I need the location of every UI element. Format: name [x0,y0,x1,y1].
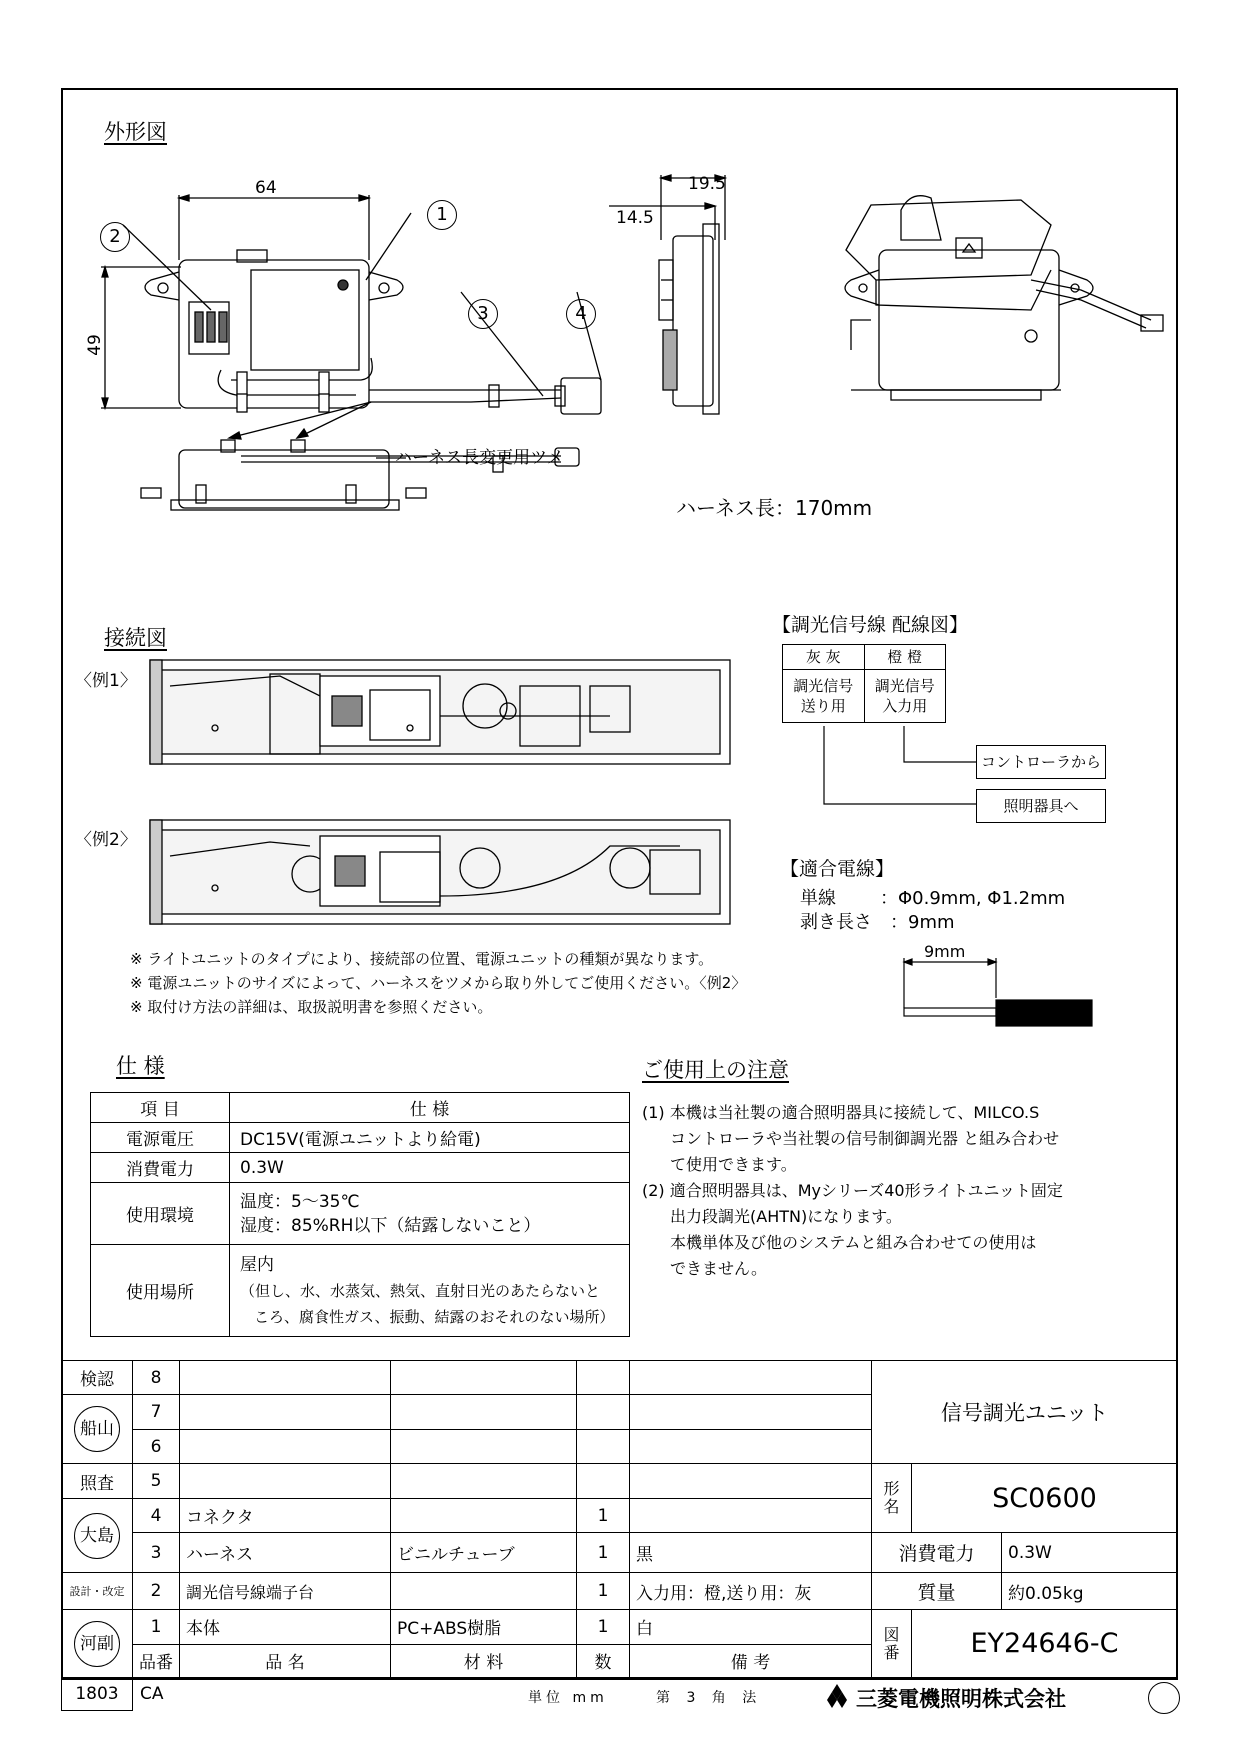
spec-item-location: 使用場所 [91,1245,230,1337]
check-label: 検認 [62,1361,133,1395]
wiring-title: 【調光信号線 配線図】 [772,614,969,636]
drawing-number: EY24646-C [912,1610,1178,1678]
drawing-label: 図番 [872,1610,912,1678]
caution-line-6: 本機単体及び他のシステムと組み合わせての使用は [670,1233,1037,1252]
part-4-remarks [630,1498,872,1532]
dim-9mm: 9mm [924,942,966,961]
spec-value-environment: 温度：5～35℃ 湿度：85%RH以下（結露しないこと） [230,1183,630,1245]
note-3: ※ 取付け方法の詳細は、取扱説明書を参照ください。 [130,998,493,1016]
callout-1: 1 [427,200,457,230]
spec-item-environment: 使用環境 [91,1183,230,1245]
spec-table [90,1092,630,1337]
unit-label: 単位 mm [528,1690,608,1706]
connection-title: 接続図 [104,626,167,650]
power-value: 0.3W [1002,1533,1178,1573]
example1-label: 〈例1〉 [75,671,137,691]
part-4-qty: 1 [577,1498,630,1532]
spec-header-spec: 仕 様 [230,1093,630,1123]
ca-label: CA [140,1684,164,1704]
part-1-qty: 1 [577,1610,630,1644]
wire-use-input: 調光信号入力用 [864,670,946,723]
note-1: ※ ライトユニットのタイプにより、接続部の位置、電源ユニットの種類が異なります。 [130,950,714,968]
example2-label: 〈例2〉 [75,830,137,850]
model-label: 形名 [872,1464,912,1533]
part-3-no: 3 [133,1533,180,1573]
from-controller-box: コントローラから [976,745,1106,779]
header-remarks: 備 考 [630,1644,872,1677]
product-name: 信号調光ユニット [872,1361,1178,1464]
header-material: 材 料 [391,1644,577,1677]
mass-label: 質量 [872,1573,1002,1610]
part-2-name: 調光信号線端子台 [180,1573,391,1610]
title-block [61,1360,1178,1678]
caution-text [642,1100,1162,1282]
part-4-material [391,1498,577,1532]
part-3-qty: 1 [577,1533,630,1573]
dim-49: 49 [84,334,105,356]
design-label: 設計・改定 [62,1573,133,1610]
spec-header-item: 項 目 [91,1093,230,1123]
part-2-qty: 1 [577,1573,630,1610]
part-4-no: 4 [133,1498,180,1532]
model-number: SC0600 [912,1464,1178,1533]
caution-line-3: て使用できます。 [670,1155,797,1174]
note-2: ※ 電源ユニットのサイズによって、ハーネスをツメから取り外してご使用ください。〈例2〉 [130,974,747,992]
oshima-stamp: 大島 [62,1498,133,1573]
callout-2: 2 [100,222,130,252]
rev-8: 8 [133,1361,180,1395]
projection-label: 第 3 角 法 [656,1690,763,1706]
wiring-table [782,644,946,723]
connection-drawing [140,656,740,926]
rev-5: 5 [133,1464,180,1498]
part-1-name: 本体 [180,1610,391,1644]
dim-64: 64 [255,178,277,198]
callout-4: 4 [566,299,596,329]
power-label: 消費電力 [872,1533,1002,1573]
caution-title: ご使用上の注意 [642,1058,789,1082]
part-2-no: 2 [133,1573,180,1610]
wire-use-send: 調光信号送り用 [783,670,865,723]
solid-wire-value: ：Φ0.9mm, Φ1.2mm [880,888,1066,909]
header-name: 品 名 [180,1644,391,1677]
header-no: 品番 [133,1644,180,1677]
spec-title: 仕 様 [116,1054,165,1078]
wire-strip-drawing [896,958,1096,1028]
date-code: 1803 [61,1678,133,1711]
wire-color-gray: 灰 灰 [783,645,865,670]
rev-7: 7 [133,1395,180,1429]
part-3-name: ハーネス [180,1533,391,1573]
caution-line-2: コントローラや当社製の信号制御調光器 と組み合わせ [670,1129,1060,1148]
wire-color-orange: 橙 橙 [864,645,946,670]
company-name: 三菱電機照明株式会社 [856,1687,1066,1711]
spec-item-voltage: 電源電圧 [91,1123,230,1153]
outline-title: 外形図 [104,120,167,144]
to-fixture-box: 照明器具へ [976,789,1106,823]
part-1-no: 1 [133,1610,180,1644]
caution-line-1: (1) 本機は当社製の適合照明器具に接続して、MILCO.S [642,1103,1040,1122]
harness-length: ハーネス長：170mm [676,496,873,520]
connection-notes [130,947,746,1019]
part-2-remarks: 入力用：橙,送り用：灰 [630,1573,872,1610]
inspect-label: 照査 [62,1464,133,1498]
callout-3: 3 [468,299,498,329]
part-4-name: コネクタ [180,1498,391,1532]
wire-spec-title: 【適合電線】 [780,858,895,880]
header-qty: 数 [577,1644,630,1677]
spec-item-power: 消費電力 [91,1153,230,1183]
spec-value-voltage: DC15V(電源ユニットより給電) [230,1123,630,1153]
rev-6: 6 [133,1429,180,1463]
wiring-lines [820,726,980,816]
spec-value-location: 屋内 （但し、水、水蒸気、熱気、直射日光のあたらないと ころ、腐食性ガス、振動、結露のおそれのない場所） [230,1245,630,1337]
strip-length-label: 剥き長さ [800,912,872,933]
mitsubishi-logo-icon [822,1684,852,1710]
mass-value: 約0.05kg [1002,1573,1178,1610]
harness-claw-label: ハーネス長変更用ツメ [395,448,564,468]
part-2-material [391,1573,577,1610]
part-3-remarks: 黒 [630,1533,872,1573]
funayama-stamp: 船山 [62,1395,133,1464]
kawazoe-stamp: 河副 [62,1610,133,1678]
part-1-material: PC+ABS樹脂 [391,1610,577,1644]
caution-line-5: 出力段調光(AHTN)になります。 [670,1207,902,1226]
spec-value-power: 0.3W [230,1153,630,1183]
part-3-material: ビニルチューブ [391,1533,577,1573]
caution-line-7: できません。 [670,1259,767,1278]
part-1-remarks: 白 [630,1610,872,1644]
caution-line-4: (2) 適合照明器具は、Myシリーズ40形ライトユニット固定 [642,1181,1063,1200]
dim-19-5: 19.5 [688,174,726,194]
solid-wire-label: 単線 [800,888,836,909]
circle-mark [1148,1682,1180,1714]
strip-length-value: ：9mm [890,912,955,933]
dim-14-5: 14.5 [616,208,654,228]
